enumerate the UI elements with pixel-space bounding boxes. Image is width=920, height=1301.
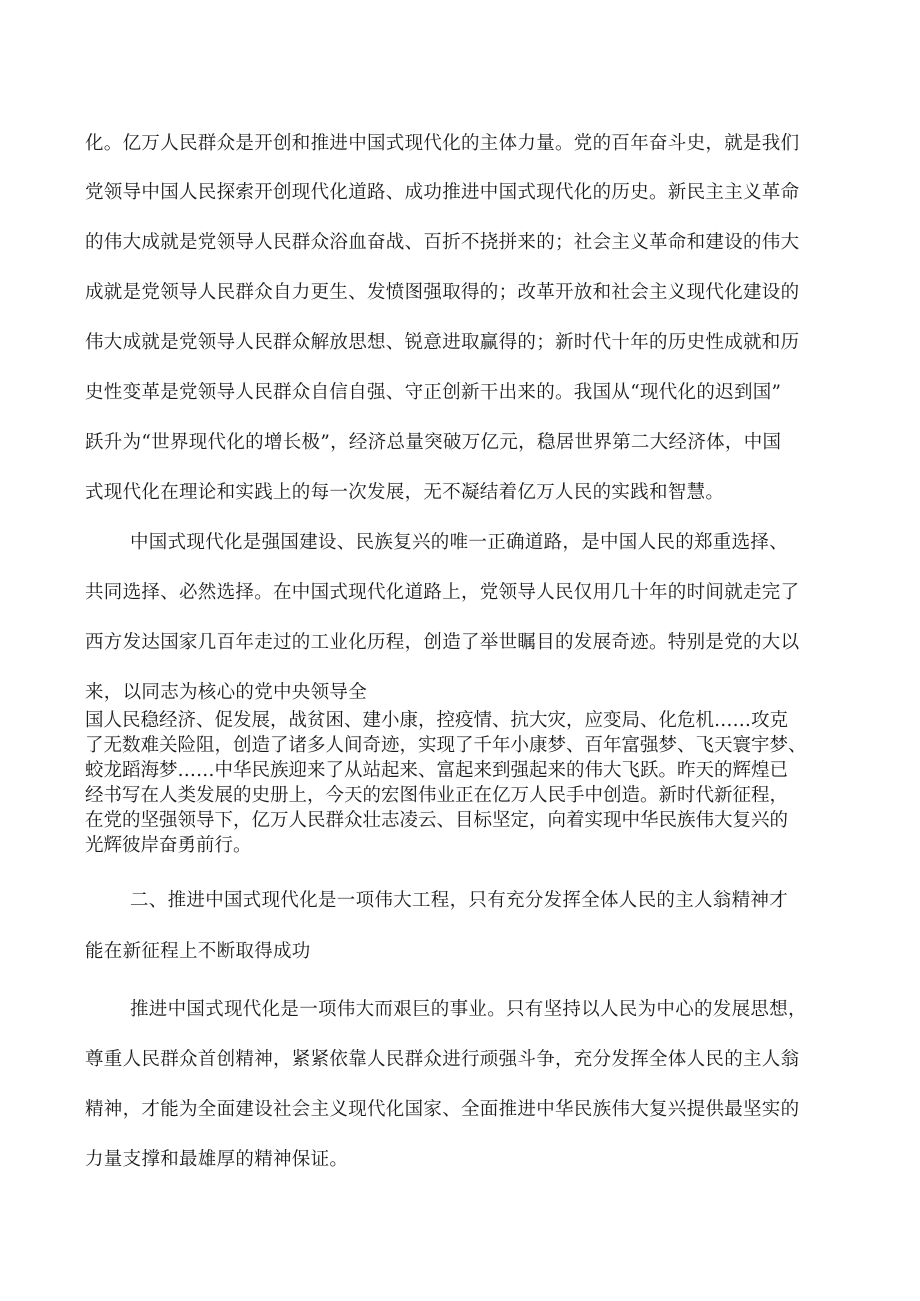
section-heading-line: 能在新征程上不断取得成功 (85, 941, 311, 962)
paragraph-3-line: 推进中国式现代化是一项伟大而艰巨的事业。只有坚持以人民为中心的发展思想， (130, 999, 807, 1020)
paragraph-2-line: 中国式现代化是强国建设、民族复兴的唯一正确道路，是中国人民的郑重选择、 (130, 532, 789, 553)
paragraph-1-line: 的伟大成就是党领导人民群众浴血奋战、百折不挠拼来的；社会主义革命和建设的伟大 (85, 232, 800, 253)
paragraph-1-line: 党领导中国人民探索开创现代化道路、成功推进中国式现代化的历史。新民主主义革命 (85, 182, 800, 203)
paragraph-2-line: 西方发达国家几百年走过的工业化历程，创造了举世瞩目的发展奇迹。特别是党的大以 (85, 632, 800, 653)
paragraph-2-dense-line: 国人民稳经济、促发展，战贫困、建小康，控疫情、抗大灾，应变局、化危机……攻克 (85, 710, 789, 731)
paragraph-2-dense-line: 经书写在人类发展的史册上，今天的宏图伟业正在亿万人民手中创造。新时代新征程， (85, 785, 789, 806)
paragraph-2-dense-line: 在党的坚强领导下，亿万人民群众壮志凌云、目标坚定，向着实现中华民族伟大复兴的 (85, 810, 789, 831)
paragraph-3-line: 尊重人民群众首创精神，紧紧依靠人民群众进行顽强斗争，充分发挥全体人民的主人翁 (85, 1049, 800, 1070)
paragraph-2-dense-line: 了无数难关险阻，创造了诸多人间奇迹，实现了千年小康梦、百年富强梦、飞天寰宇梦、 (85, 735, 807, 756)
paragraph-1-line: 化。亿万人民群众是开创和推进中国式现代化的主体力量。党的百年奋斗史，就是我们 (85, 133, 800, 154)
paragraph-1-line: 伟大成就是党领导人民群众解放思想、锐意进取赢得的；新时代十年的历史性成就和历 (85, 332, 800, 353)
paragraph-1-line: 跃升为“世界现代化的增长极”，经济总量突破万亿元，稳居世界第二大经济体，中国 (85, 432, 782, 453)
paragraph-2-dense-line: 蛟龙蹈海梦……中华民族迎来了从站起来、富起来到强起来的伟大飞跃。昨天的辉煌已 (85, 760, 789, 781)
paragraph-2-line: 共同选择、必然选择。在中国式现代化道路上，党领导人民仅用几十年的时间就走完了 (85, 582, 800, 603)
paragraph-2-line: 来，以同志为核心的党中央领导全 (85, 682, 368, 703)
paragraph-3-line: 精神，才能为全面建设社会主义现代化国家、全面推进中华民族伟大复兴提供最坚实的 (85, 1099, 800, 1120)
section-heading-line: 二、推进中国式现代化是一项伟大工程，只有充分发挥全体人民的主人翁精神才 (130, 890, 789, 911)
paragraph-2-dense-line: 光辉彼岸奋勇前行。 (85, 835, 252, 856)
paragraph-1-line: 成就是党领导人民群众自力更生、发愤图强取得的；改革开放和社会主义现代化建设的 (85, 282, 800, 303)
paragraph-1-line: 式现代化在理论和实践上的每一次发展，无不凝结着亿万人民的实践和智慧。 (85, 482, 725, 503)
paragraph-3-line: 力量支撑和最雄厚的精神保证。 (85, 1149, 349, 1170)
paragraph-1-line: 史性变革是党领导人民群众自信自强、守正创新干出来的。我国从“现代化的迟到国” (85, 382, 782, 403)
